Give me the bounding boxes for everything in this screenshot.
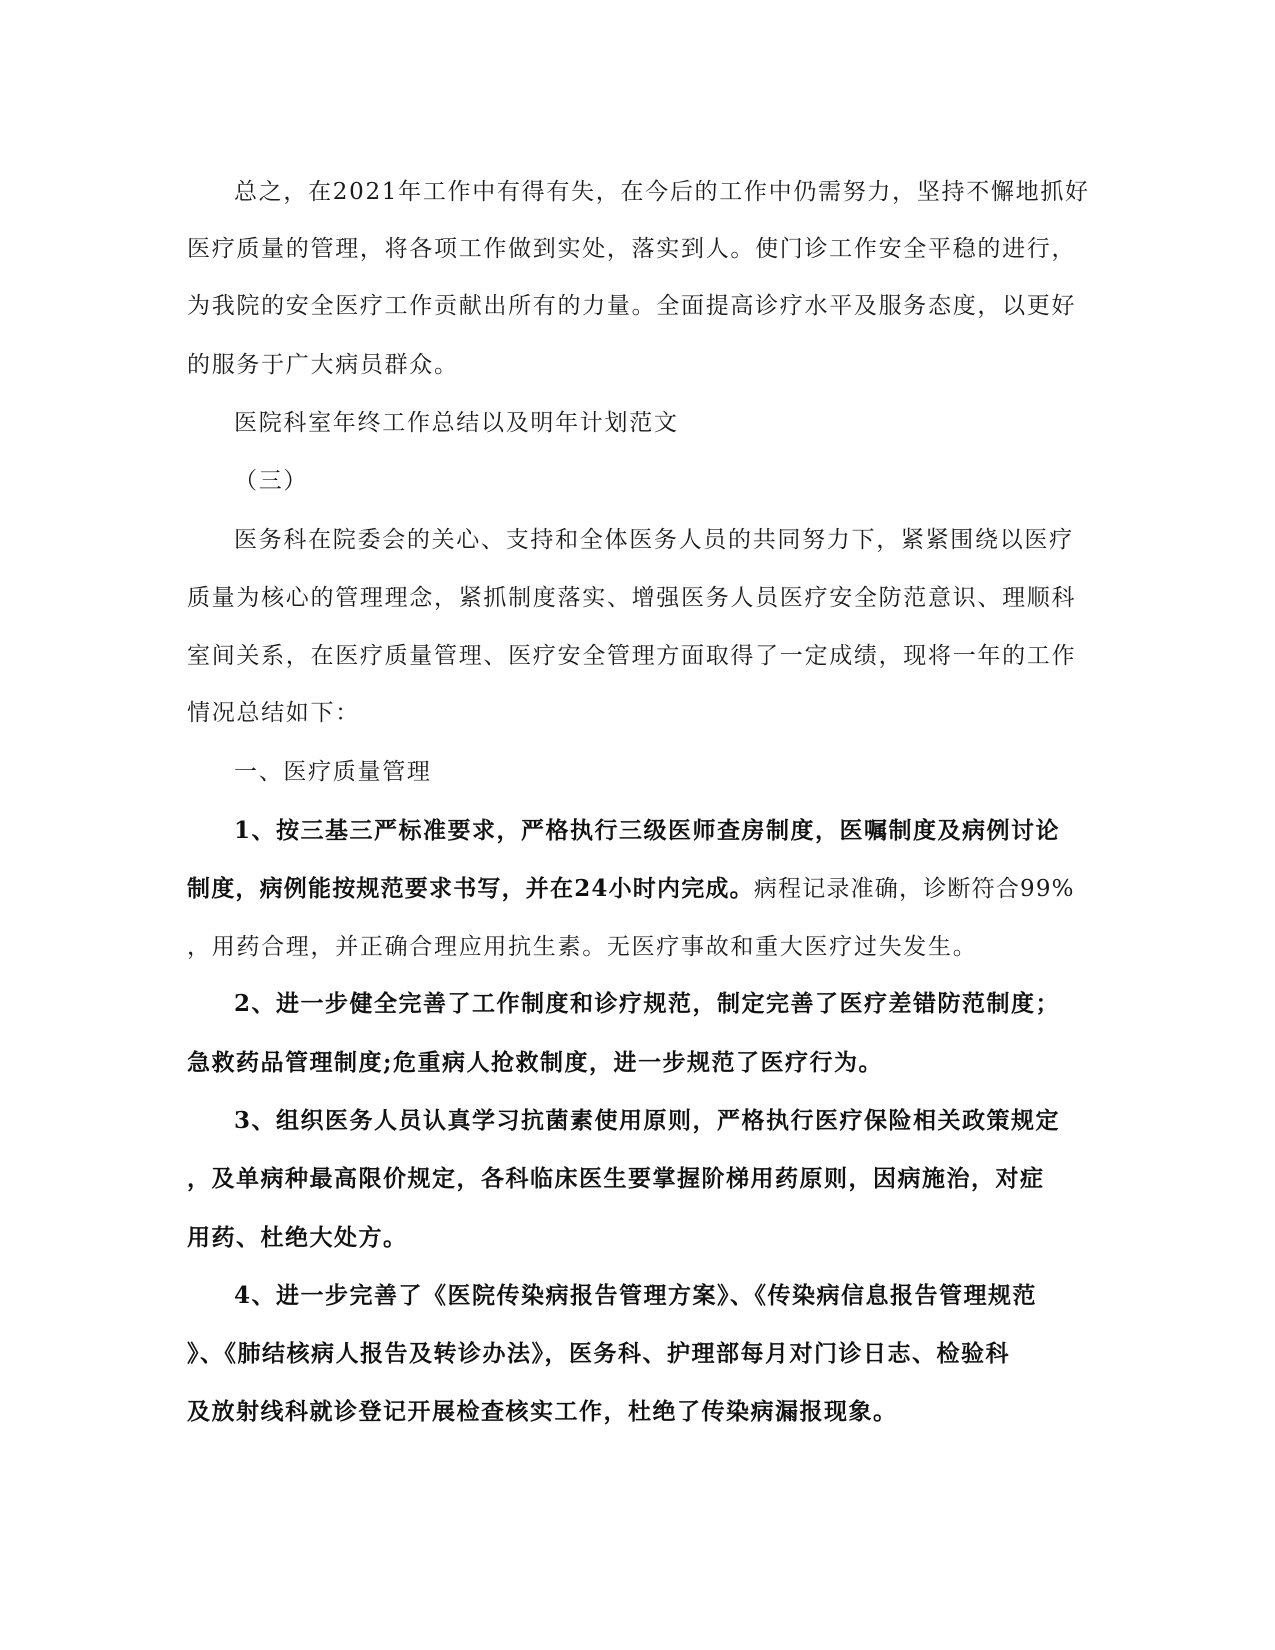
section-title: 医院科室年终工作总结以及明年计划范文 — [234, 410, 679, 436]
intro-paragraph-line-2: 质量为核心的管理理念，紧抓制度落实、增强医务人员医疗安全防范意识、理顺科 — [187, 585, 1077, 611]
item-1-line-3: ，用药合理，并正确合理应用抗生素。无医疗事故和重大医疗过失发生。 — [187, 934, 978, 960]
item-1-line-2 — [187, 874, 1075, 904]
item-4-line-2: 》、《肺结核病人报告及转诊办法》，医务科、护理部每月对门诊日志、检验科 — [187, 1340, 1010, 1367]
item-1-line-2-bold: 制度，病例能按规范要求书写，并在24小时内完成。 — [187, 875, 754, 902]
intro-paragraph-line-1: 医务科在院委会的关心、支持和全体医务人员的共同努力下，紧紧围绕以医疗 — [234, 527, 1074, 553]
item-1-line-2-normal: 病程记录准确，诊断符合99% — [753, 876, 1075, 902]
item-4-line-3: 及放射线科就诊登记开展检查核实工作，杜绝了传染病漏报现象。 — [187, 1398, 898, 1425]
item-4-line-1: 4、进一步完善了《医院传染病报告管理方案》、《传染病信息报告管理规范 — [234, 1282, 1038, 1309]
item-2-line-1: 2、进一步健全完善了工作制度和诊疗规范，制定完善了医疗差错防范制度； — [234, 990, 1061, 1017]
summary-paragraph-line-4: 的服务于广大病员群众。 — [187, 352, 459, 378]
item-3-line-3: 用药、杜绝大处方。 — [187, 1224, 408, 1251]
item-3-line-2: ，及单病种最高限价规定，各科临床医生要掌握阶梯用药原则，因病施治，对症 — [187, 1165, 1045, 1192]
summary-paragraph-line-1: 总之，在2021年工作中有得有失，在今后的工作中仍需努力，坚持不懈地抓好 — [234, 179, 1090, 205]
item-3-line-1: 3、组织医务人员认真学习抗菌素使用原则，严格执行医疗保险相关政策规定 — [234, 1107, 1061, 1134]
item-2-line-2: 急救药品管理制度;危重病人抢救制度，进一步规范了医疗行为。 — [187, 1049, 883, 1076]
summary-paragraph-line-2: 医疗质量的管理，将各项工作做到实处，落实到人。使门诊工作安全平稳的进行， — [187, 236, 1077, 262]
subsection-heading: 一、医疗质量管理 — [234, 759, 432, 785]
summary-paragraph-line-3: 为我院的安全医疗工作贡献出所有的力量。全面提高诊疗水平及服务态度，以更好 — [187, 293, 1077, 319]
intro-paragraph-line-4: 情况总结如下： — [187, 700, 360, 726]
item-1-line-1: 1、按三基三严标准要求，严格执行三级医师查房制度，医嘱制度及病例讨论 — [234, 817, 1061, 844]
intro-paragraph-line-3: 室间关系，在医疗质量管理、医疗安全管理方面取得了一定成绩，现将一年的工作 — [187, 643, 1077, 669]
section-number: （三） — [234, 468, 309, 494]
